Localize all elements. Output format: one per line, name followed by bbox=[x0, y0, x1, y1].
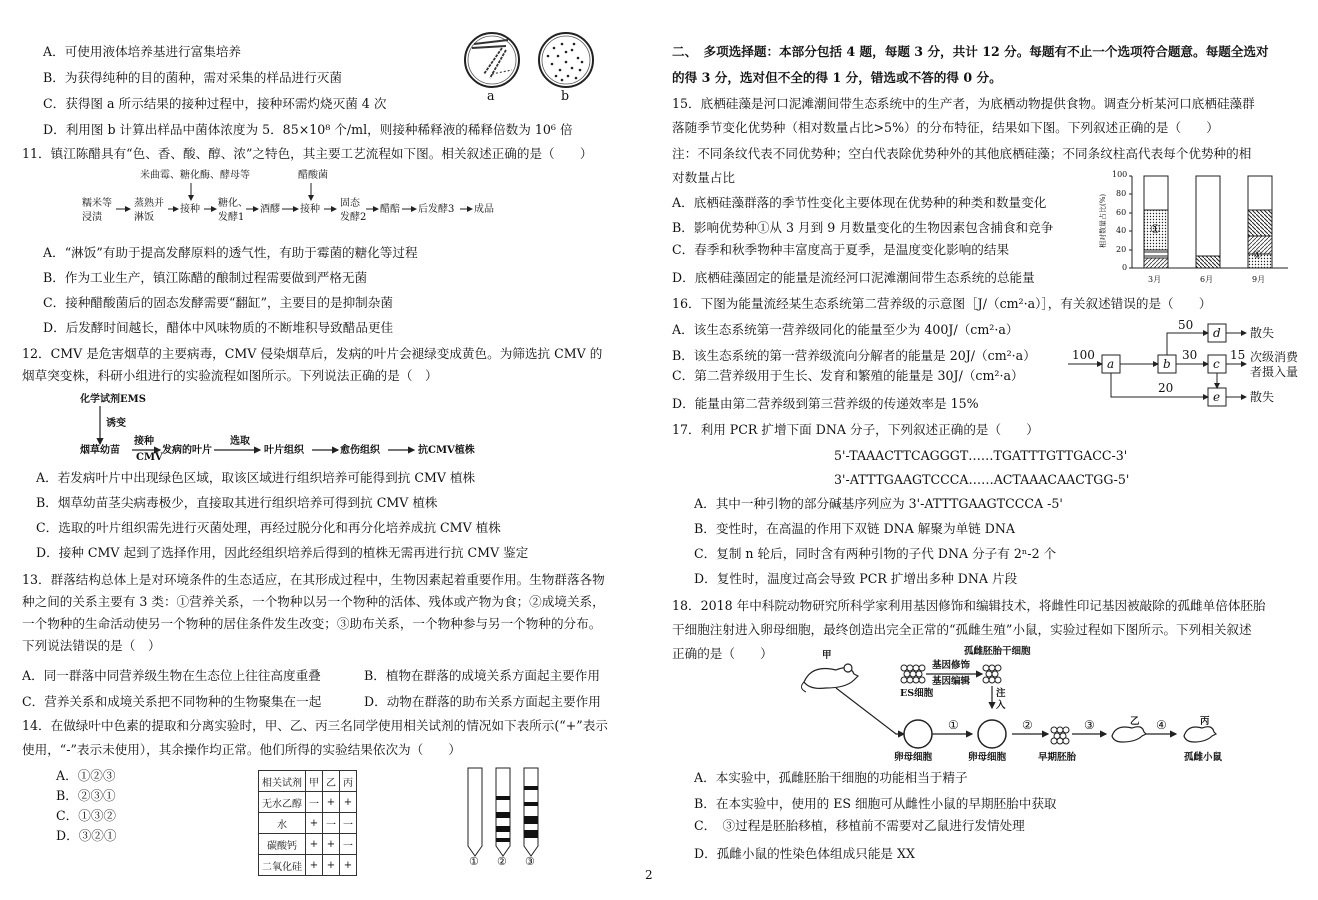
q15-stem-line2: 落随季节变化优势种（相对数量占比>5%）的分布特征，结果如下图。下列叙述正确的是（ ） bbox=[672, 120, 1219, 135]
node-callus: 愈伤组织 bbox=[340, 445, 380, 456]
inject-label: 注 bbox=[996, 688, 1006, 699]
value-50: 50 bbox=[1178, 318, 1194, 332]
q14-option-a: A．①②③ bbox=[56, 768, 116, 783]
node-c: c bbox=[1213, 357, 1220, 371]
value-100: 100 bbox=[1072, 348, 1095, 362]
table-cell: 水 bbox=[259, 813, 306, 834]
flow-node-7b: 发酵2 bbox=[340, 212, 367, 223]
flow-node-4a: 糖化、 bbox=[218, 198, 248, 209]
q16-option-d: D．能量由第二营养级到第三营养级的传递效率是 15% bbox=[672, 396, 979, 411]
y-tick: 100 bbox=[1112, 170, 1128, 179]
q15-option-a: A．底栖硅藻群落的季节性变化主要体现在优势种的种类和数量变化 bbox=[672, 195, 1047, 210]
flow-top-bacteria: 醋酸菌 bbox=[298, 170, 328, 181]
q15-note-line2: 对数量占比 bbox=[672, 170, 735, 185]
q13-option-d: D．动物在群落的助布关系方面起主要作用 bbox=[364, 694, 601, 709]
node-resistant-plant: 抗CMV植株 bbox=[418, 445, 475, 456]
section-2-header-line1: 二、 多项选择题：本部分包括 4 题，每题 3 分，共计 12 分。每题有不止一个选项符合题意。每题全选对 bbox=[672, 44, 1269, 59]
q16-stem: 16．下图为能量流经某生态系统第二营养级的示意图［J/（cm²·a）］，有关叙述错误的是（ ） bbox=[672, 296, 1212, 311]
q18-stem-line2: 干细胞注射进入卵母细胞，最终创造出完全正常的“孤雌生殖”小鼠，实验过程如下图所示。下列相关叙述 bbox=[672, 622, 1252, 637]
q10-option-b: B．为获得纯种的目的菌种，需对采集的样品进行灭菌 bbox=[43, 70, 342, 85]
table-cell: + bbox=[323, 792, 340, 813]
parthenogenetic-mouse-label: 孤雌小鼠 bbox=[1184, 752, 1223, 763]
q17-option-c: C．复制 n 轮后，同时含有两种引物的子代 DNA 分子有 2ⁿ-2 个 bbox=[694, 546, 1057, 561]
table-cell: + bbox=[323, 855, 340, 876]
flow-node-2a: 蒸熟并 bbox=[134, 198, 164, 209]
q16-option-a: A．该生态系统第一营养级同化的能量至少为 400J/（cm²·a） bbox=[672, 322, 1019, 337]
strip-label-2: ② bbox=[497, 855, 507, 868]
value-30: 30 bbox=[1182, 348, 1198, 362]
q18-stem-line1: 18．2018 年中科院动物研究所科学家利用基因修饰和编辑技术，将雌性印记基因被敲除的孤雌单倍体胚胎 bbox=[672, 598, 1266, 613]
arrow-cmv: CMV bbox=[136, 452, 163, 463]
table-cell: + bbox=[306, 855, 323, 876]
flow-node-10: 成品 bbox=[474, 204, 494, 215]
mouse-yi-label: 乙 bbox=[1130, 716, 1140, 727]
table-cell: + bbox=[306, 834, 323, 855]
section-2-header-line2: 的得 3 分，选对但不全的得 1 分，错选或不答的得 0 分。 bbox=[672, 70, 1002, 85]
q13-stem-line1: 13．群落结构总体上是对环境条件的生态适应，在其形成过程中，生物因素起着重要作用。生物群落各物 bbox=[22, 572, 605, 587]
table-cell: 二氧化硅 bbox=[259, 855, 306, 876]
table-cell: 一 bbox=[340, 813, 357, 834]
table-header-bing: 丙 bbox=[340, 771, 357, 792]
q11-stem: 11．镇江陈醋具有“色、香、酸、醇、浓”之特色，其主要工艺流程如下图。相关叙述正确的是（ ） bbox=[22, 146, 593, 161]
flow-node-6: 接种 bbox=[300, 204, 320, 215]
q14-stem-line2: 使用，“-”表示未使用），其余操作均正常。他们所得的实验结果依次为（ ） bbox=[22, 742, 462, 757]
species-1-marker: ① bbox=[1150, 222, 1161, 236]
loss-label-2: 散失 bbox=[1250, 390, 1275, 404]
y-tick: 0 bbox=[1122, 263, 1128, 272]
q16-option-c: C．第二营养级用于生长、发育和繁殖的能量是 30J/（cm²·a） bbox=[672, 368, 1024, 383]
table-row bbox=[259, 855, 357, 876]
q12-option-a: A．若发病叶片中出现绿色区域，取该区域进行组织培养可能得到抗 CMV 植株 bbox=[36, 470, 476, 485]
q12-option-d: D．接种 CMV 起到了选择作用，因此经组织培养后得到的植株无需再进行抗 CMV 鉴定 bbox=[36, 545, 529, 560]
gene-editing-label: 基因编辑 bbox=[932, 676, 971, 687]
table-header-yi: 乙 bbox=[323, 771, 340, 792]
q12-option-c: C．选取的叶片组织需先进行灭菌处理，再经过脱分化和再分化培养成抗 CMV 植株 bbox=[36, 520, 501, 535]
mouse-jia-label: 甲 bbox=[822, 650, 832, 661]
table-cell: + bbox=[340, 855, 357, 876]
q13-stem-line4: 下列说法错误的是（ ） bbox=[22, 638, 161, 653]
dish-a-label: a bbox=[487, 88, 495, 103]
flow-node-5: 酒醪 bbox=[260, 204, 280, 215]
flow-node-4b: 发酵1 bbox=[218, 212, 245, 223]
q18-stem-line3: 正确的是（ ） bbox=[672, 646, 773, 661]
q18-option-d: D．孤雌小鼠的性染色体组成只能是 XX bbox=[694, 846, 915, 861]
flow-node-1b: 浸渍 bbox=[82, 212, 102, 223]
es-cells-label: ES细胞 bbox=[900, 688, 934, 699]
q13-option-b: B．植物在群落的成境关系方面起主要作用 bbox=[364, 668, 600, 683]
cmv-screening-flow bbox=[74, 390, 514, 462]
arrow-inoculate: 接种 bbox=[134, 436, 154, 447]
flow-node-7a: 固态 bbox=[340, 198, 360, 209]
q18-option-a: A．本实验中，孤雌胚胎干细胞的功能相当于精子 bbox=[694, 770, 968, 785]
table-header-jia: 甲 bbox=[306, 771, 323, 792]
step-2-marker: ② bbox=[1022, 718, 1033, 732]
strip-label-1: ① bbox=[469, 855, 479, 868]
flow-node-3: 接种 bbox=[180, 204, 200, 215]
q15-option-d: D．底栖硅藻固定的能量是流经河口泥滩潮间带生态系统的总能量 bbox=[672, 270, 1035, 285]
induce-label: 诱变 bbox=[106, 418, 126, 429]
species-1-marker: ① bbox=[1253, 250, 1262, 261]
q14-option-c: C．①③② bbox=[56, 808, 117, 823]
diatom-dominant-species-chart bbox=[1092, 170, 1292, 286]
reagent-table bbox=[258, 770, 357, 876]
q12-stem-line2: 烟草突变株，科研小组进行的实验流程如图所示。下列说法正确的是（ ） bbox=[22, 368, 438, 383]
x-tick: 3月 bbox=[1148, 275, 1162, 284]
q12-stem-line1: 12．CMV 是危害烟草的主要病毒，CMV 侵染烟草后，发病的叶片会褪绿变成黄色。为筛选抗 CMV 的 bbox=[22, 346, 603, 361]
next-level-label-1: 次级消费 bbox=[1250, 350, 1299, 364]
node-e: e bbox=[1213, 390, 1221, 404]
table-row bbox=[259, 792, 357, 813]
q12-option-b: B．烟草幼苗茎尖病毒极少，直接取其进行组织培养可得到抗 CMV 植株 bbox=[36, 495, 438, 510]
step-1-marker: ① bbox=[948, 718, 959, 732]
q15-option-b: B．影响优势种①从 3 月到 9 月数量变化的生物因素包含捕食和竞争 bbox=[672, 220, 1054, 235]
reagent-ems: 化学试剂EMS bbox=[80, 394, 146, 405]
flow-top-inputs: 米曲霉、糖化酶、酵母等 bbox=[140, 170, 250, 181]
dish-b-label: b bbox=[561, 88, 570, 103]
flow-node-9: 后发酵3 bbox=[418, 204, 455, 215]
energy-flow-diagram bbox=[1068, 318, 1314, 412]
vinegar-process-flow bbox=[60, 166, 520, 228]
table-cell: 一 bbox=[340, 834, 357, 855]
q11-option-a: A．“淋饭”有助于提高发酵原料的透气性，有助于霉菌的糖化等过程 bbox=[43, 245, 418, 260]
table-cell: + bbox=[306, 813, 323, 834]
q13-option-a: A．同一群落中同营养级生物在生态位上往往高度重叠 bbox=[22, 668, 321, 683]
q13-option-c: C．营养关系和成境关系把不同物种的生物聚集在一起 bbox=[22, 694, 322, 709]
flow-node-1a: 糯米等 bbox=[82, 198, 112, 209]
table-cell: + bbox=[340, 792, 357, 813]
table-row bbox=[259, 813, 357, 834]
q17-option-b: B．变性时，在高温的作用下双链 DNA 解聚为单链 DNA bbox=[694, 521, 1015, 536]
q18-option-c: C． ③过程是胚胎移植，移植前不需要对乙鼠进行发情处理 bbox=[694, 818, 1025, 833]
x-tick: 6月 bbox=[1200, 275, 1214, 284]
early-embryo-label: 早期胚胎 bbox=[1038, 752, 1077, 763]
table-cell: 碳酸钙 bbox=[259, 834, 306, 855]
node-d: d bbox=[1213, 326, 1221, 340]
loss-label-1: 散失 bbox=[1250, 326, 1275, 340]
q13-stem-line2: 种之间的关系主要有 3 类：①营养关系，一个物种以另一个物种的活体、残体或产物为食；②成境关系， bbox=[22, 594, 605, 609]
value-15: 15 bbox=[1230, 348, 1246, 362]
haploid-es-label: 孤雌胚胎干细胞 bbox=[964, 646, 1031, 657]
node-a: a bbox=[1107, 357, 1115, 371]
q13-stem-line3: 一个物种的生命活动使另一个物种的居住条件发生改变；③助布关系，一个物种参与另一个物种的分布。 bbox=[22, 616, 602, 631]
value-20: 20 bbox=[1158, 381, 1174, 395]
step-4-marker: ④ bbox=[1156, 718, 1167, 732]
table-cell: 无水乙醇 bbox=[259, 792, 306, 813]
table-row bbox=[259, 834, 357, 855]
q15-stem-line1: 15．底栖硅藻是河口泥滩潮间带生态系统中的生产者，为底栖动物提供食物。调查分析某河口底栖硅藻群 bbox=[672, 96, 1255, 111]
next-level-label-2: 者摄入量 bbox=[1250, 365, 1299, 379]
table-cell: 一 bbox=[323, 813, 340, 834]
q15-option-c: C．春季和秋季物种丰富度高于夏季，是温度变化影响的结果 bbox=[672, 242, 1010, 257]
petri-dish-figure bbox=[462, 30, 612, 106]
step-3-marker: ③ bbox=[1084, 718, 1095, 732]
y-tick: 60 bbox=[1116, 208, 1127, 217]
arrow-select: 选取 bbox=[230, 436, 250, 447]
q15-note-line1: 注：不同条纹代表不同优势种；空白代表除优势种外的其他底栖硅藻；不同条纹柱高代表每个优势种的相 bbox=[672, 146, 1252, 161]
table-cell: 一 bbox=[306, 792, 323, 813]
egg-cell-label-2: 卵母细胞 bbox=[968, 752, 1007, 763]
gene-modification-label: 基因修饰 bbox=[932, 660, 971, 671]
flow-node-2b: 淋饭 bbox=[134, 212, 154, 223]
q14-stem-line1: 14．在做绿叶中色素的提取和分离实验时，甲、乙、丙三名同学使用相关试剂的情况如下表所示(“+”表示 bbox=[22, 718, 608, 733]
table-cell: + bbox=[323, 834, 340, 855]
y-tick: 40 bbox=[1116, 226, 1127, 235]
parthenogenesis-mouse-flow bbox=[796, 644, 1242, 764]
table-header-reagent: 相关试剂 bbox=[259, 771, 306, 792]
page-number: 2 bbox=[645, 868, 653, 882]
q14-option-b: B．②③① bbox=[56, 788, 116, 803]
dna-strand-2: 3'-ATTTGAAGTCCCA……ACTAAACAACTGG-5' bbox=[834, 472, 1130, 487]
y-tick: 20 bbox=[1116, 245, 1127, 254]
node-diseased-leaf: 发病的叶片 bbox=[162, 445, 212, 456]
q10-option-a: A．可使用液体培养基进行富集培养 bbox=[43, 44, 242, 59]
q17-option-d: D．复性时，温度过高会导致 PCR 扩增出多种 DNA 片段 bbox=[694, 571, 1018, 586]
flow-node-8: 醋醅 bbox=[380, 204, 400, 215]
q14-option-d: D．③②① bbox=[56, 828, 117, 843]
q17-stem: 17．利用 PCR 扩增下面 DNA 分子，下列叙述正确的是（ ） bbox=[672, 422, 1039, 437]
chromatography-strips bbox=[460, 766, 550, 870]
y-tick: 80 bbox=[1116, 189, 1127, 198]
q10-option-d: D．利用图 b 计算出样品中菌体浓度为 5．85×10⁸ 个/ml，则接种稀释液的稀释倍数为 10⁶ 倍 bbox=[43, 122, 573, 137]
x-tick: 9月 bbox=[1252, 275, 1266, 284]
inject-label-2: 入 bbox=[996, 700, 1006, 711]
q11-option-c: C．接种醋酸菌后的固态发酵需要“翻缸”，主要目的是抑制杂菌 bbox=[43, 295, 393, 310]
mouse-bing-label: 丙 bbox=[1200, 716, 1210, 727]
q11-option-d: D．后发酵时间越长，醋体中风味物质的不断堆积导致醋品更佳 bbox=[43, 320, 394, 335]
strip-label-3: ③ bbox=[525, 855, 535, 868]
node-leaf-tissue: 叶片组织 bbox=[264, 445, 304, 456]
egg-cell-label-1: 卵母细胞 bbox=[894, 752, 933, 763]
q10-option-c: C．获得图 a 所示结果的接种过程中，接种环需灼烧灭菌 4 次 bbox=[43, 96, 387, 111]
node-seedling: 烟草幼苗 bbox=[80, 445, 120, 456]
node-b: b bbox=[1163, 357, 1171, 371]
q16-option-b: B．该生态系统的第一营养级流向分解者的能量是 20J/（cm²·a） bbox=[672, 348, 1036, 363]
dna-strand-1: 5'-TAAACTTCAGGGT……TGATTTGTTGACC-3' bbox=[834, 448, 1128, 463]
q18-option-b: B．在本实验中，使用的 ES 细胞可从雌性小鼠的早期胚胎中获取 bbox=[694, 796, 1057, 811]
chart-y-label: 相对数量占比(%) bbox=[1099, 193, 1107, 248]
q17-option-a: A．其中一种引物的部分碱基序列应为 3'-ATTTGAAGTCCCA -5' bbox=[694, 496, 1063, 511]
q11-option-b: B．作为工业生产，镇江陈醋的酿制过程需要做到严格无菌 bbox=[43, 270, 368, 285]
